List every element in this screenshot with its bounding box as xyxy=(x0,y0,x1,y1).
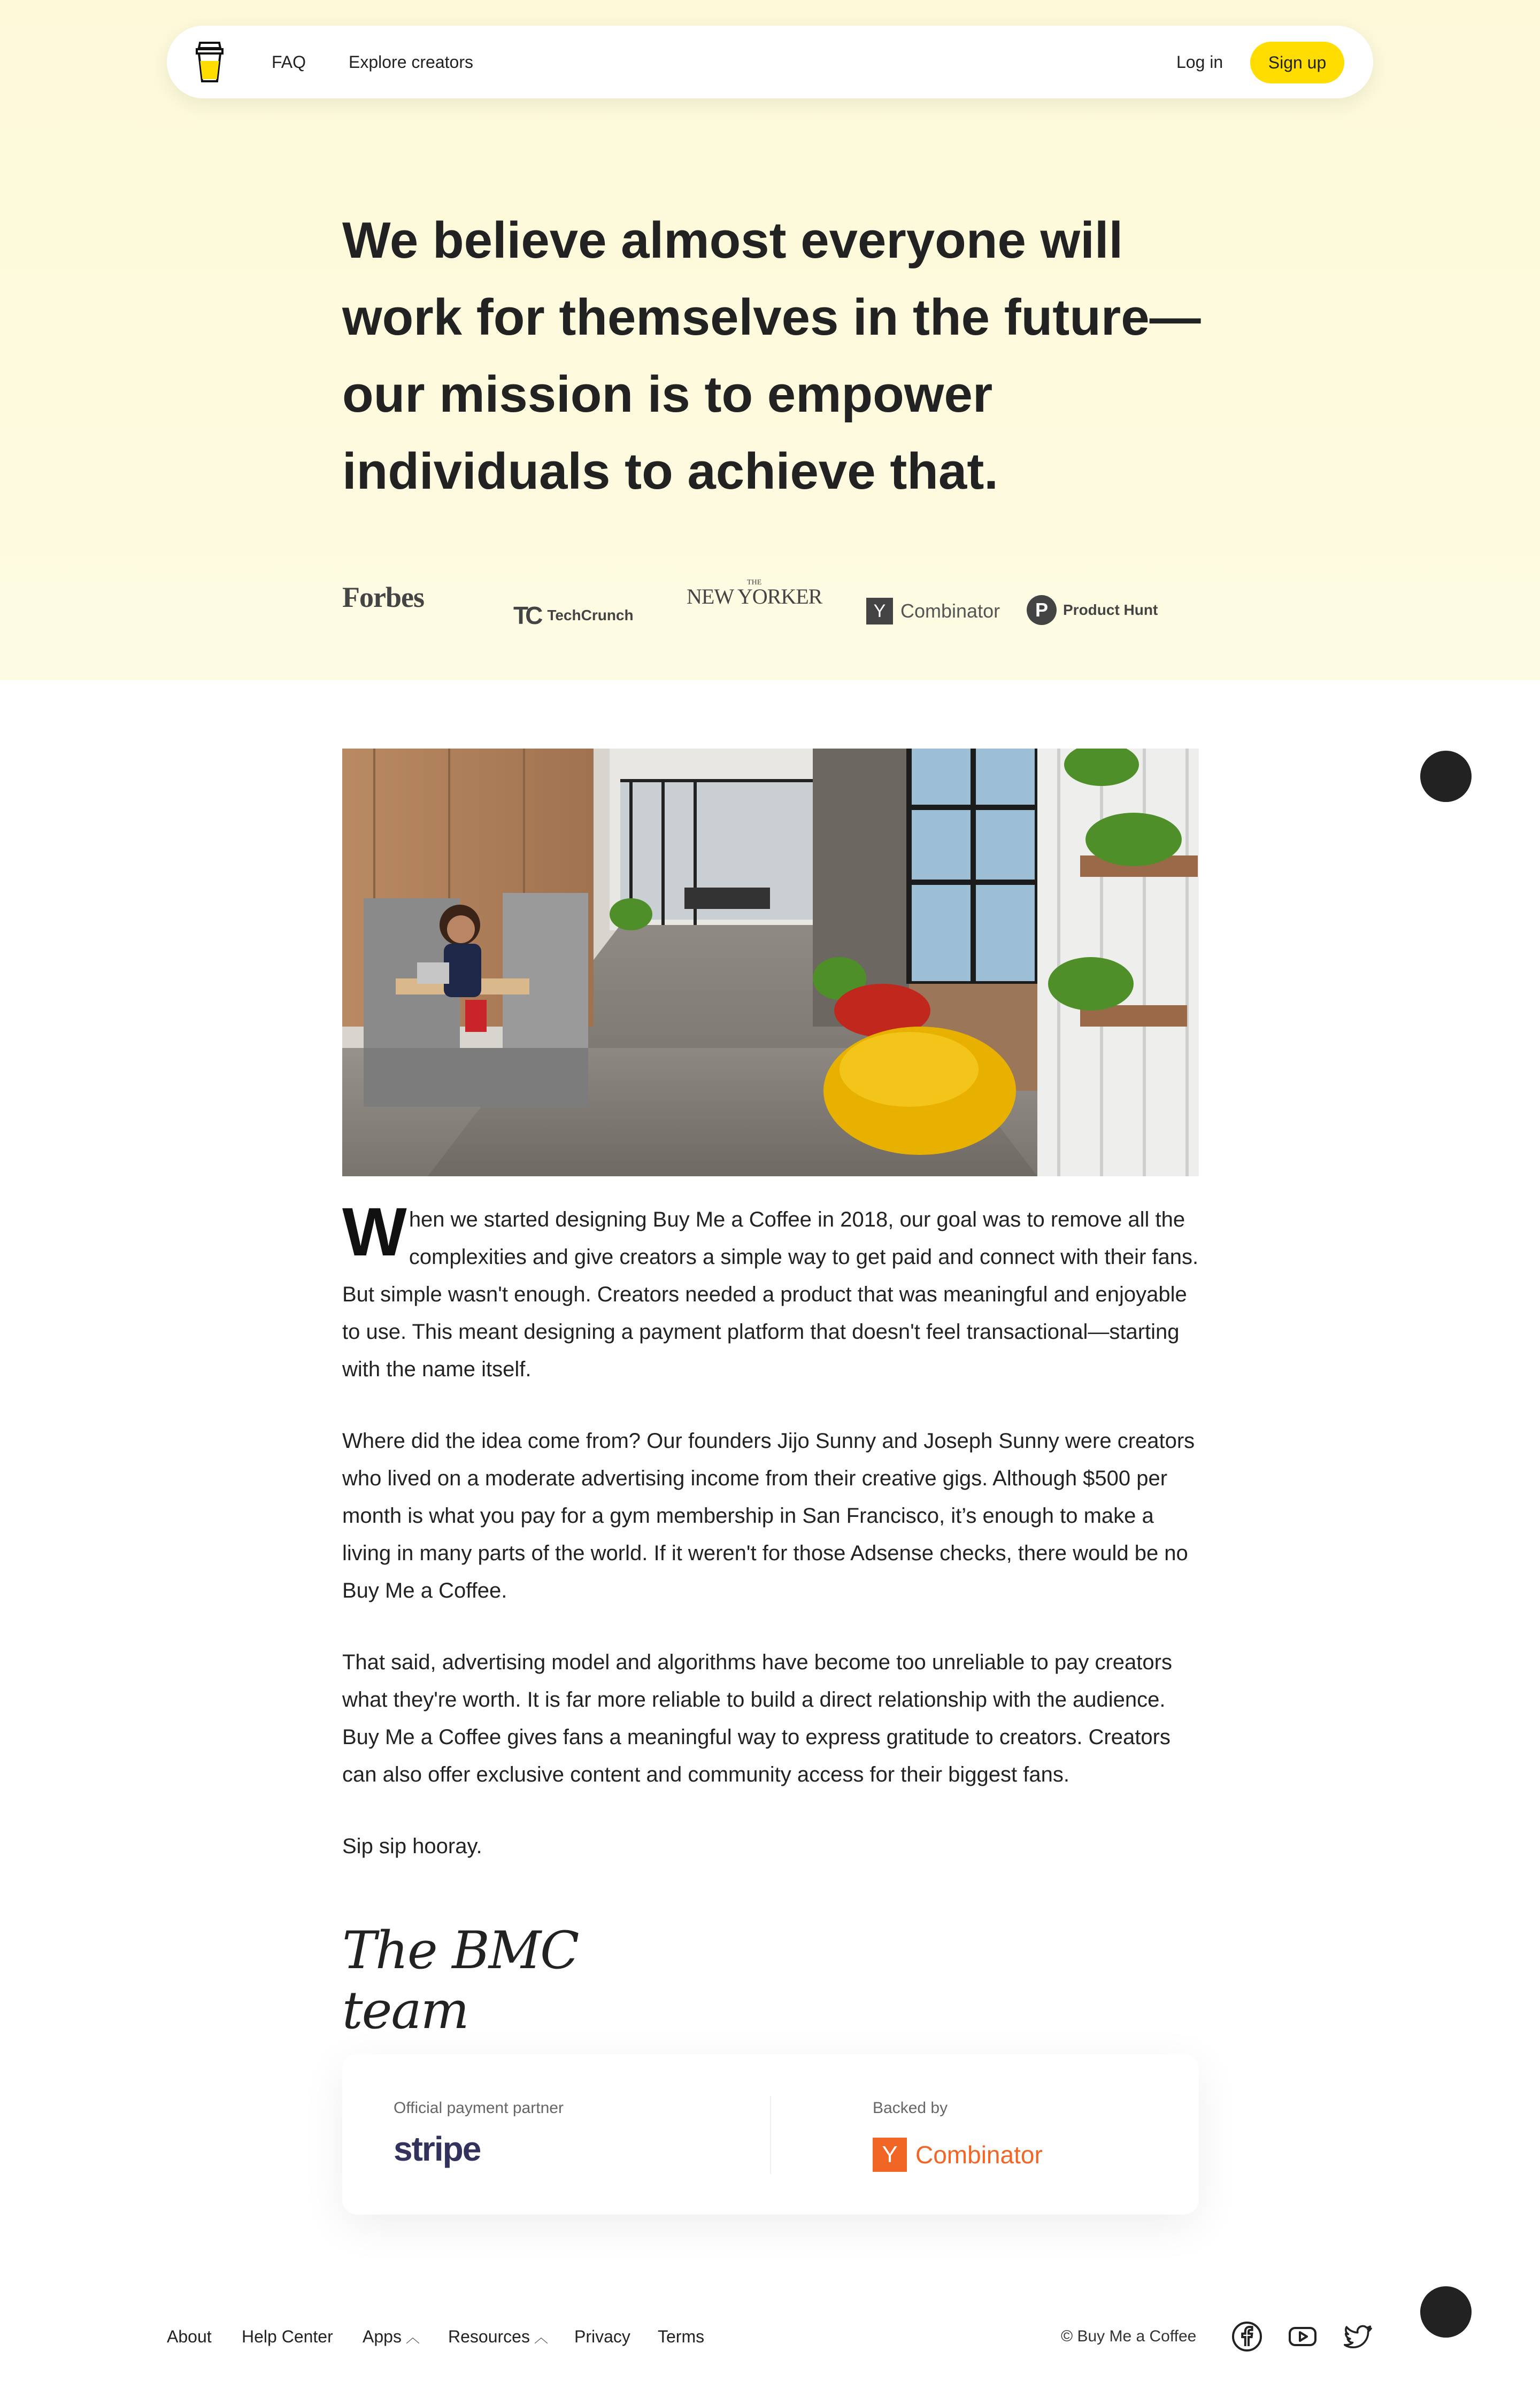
newyorker-the: THE xyxy=(747,579,762,587)
newyorker-logo xyxy=(687,579,822,637)
nav-explore-creators-link[interactable]: Explore creators xyxy=(349,52,473,72)
yc-mark: Y xyxy=(866,598,893,625)
nav-faq-link[interactable]: FAQ xyxy=(272,52,306,72)
footer-apps-dropdown[interactable] xyxy=(363,2320,420,2353)
chevron-up-icon: ︿ xyxy=(405,2330,420,2346)
footer-apps-label: Apps xyxy=(363,2327,402,2346)
signup-button[interactable]: Sign up xyxy=(1250,42,1344,83)
ycombinator-backer-logo xyxy=(873,2138,1043,2172)
techcrunch-mark: TC xyxy=(513,602,540,629)
article-sign-off: Sip sip hooray. xyxy=(342,1834,482,1858)
hero-section xyxy=(0,0,1540,680)
footer-terms-link[interactable]: Terms xyxy=(658,2327,705,2346)
office-photo xyxy=(342,749,1199,1176)
footer-copyright: © Buy Me a Coffee xyxy=(1061,2327,1197,2345)
article-paragraph-1-text: hen we started designing Buy Me a Coffee in 2018, our goal was to remove all the complexities and give creators a simple way to get paid and connect with their fans. But simple wasn't enough. Creators needed a product that was meaningful and enjoyable to use. This meant designing a payment platform that doesn't feel transactional—starting with the name itself. xyxy=(342,1208,1199,1381)
producthunt-wordmark: Product Hunt xyxy=(1063,602,1158,618)
about-article xyxy=(342,1194,1199,1899)
stripe-logo: stripe xyxy=(394,2130,481,2168)
yc-wordmark: Combinator xyxy=(900,600,1000,622)
yc-backer-wordmark: Combinator xyxy=(915,2141,1043,2169)
twitter-icon[interactable] xyxy=(1342,2320,1374,2353)
backed-by-caption: Backed by xyxy=(873,2099,948,2117)
partners-card xyxy=(342,2054,1199,2215)
signature-text: The BMC team xyxy=(342,1921,579,2040)
footer-resources-dropdown[interactable] xyxy=(448,2320,548,2353)
office-illustration xyxy=(342,749,1199,1176)
team-signature xyxy=(342,1921,631,2040)
article-paragraph-2: Where did the idea come from? Our founders Jijo Sunny and Joseph Sunny were creators who lived on a moderate advertising income from their creative gigs. Although $500 per month is what you pay for a gym membership in San Francisco, it’s enough to make a living in many parts of the world. If it weren't for those Adsense checks, there would be no Buy Me a Coffee. xyxy=(342,1429,1195,1602)
login-link[interactable]: Log in xyxy=(1176,52,1223,72)
article-paragraph-1 xyxy=(342,1194,1199,1388)
coffee-cup-icon[interactable] xyxy=(194,41,226,83)
facebook-icon[interactable] xyxy=(1231,2320,1263,2353)
footer-about-link[interactable]: About xyxy=(167,2327,212,2346)
floating-dot-button[interactable] xyxy=(1420,751,1472,802)
footer-resources-label: Resources xyxy=(448,2327,530,2346)
techcrunch-logo xyxy=(513,586,634,645)
payment-partner-caption: Official payment partner xyxy=(394,2099,564,2117)
producthunt-logo xyxy=(1027,581,1158,639)
footer-help-center-link[interactable]: Help Center xyxy=(242,2327,333,2346)
floating-dot-button-bottom[interactable] xyxy=(1420,2286,1472,2338)
yc-backer-mark: Y xyxy=(873,2138,907,2172)
site-footer xyxy=(167,2320,1373,2353)
partners-divider xyxy=(770,2096,771,2174)
ycombinator-logo xyxy=(866,582,1000,641)
youtube-icon[interactable] xyxy=(1287,2320,1319,2353)
article-paragraph-3: That said, advertising model and algorithms have become too unreliable to pay creators what they're worth. It is far more reliable to build a direct relationship with the audience. Buy Me a Coffee gives fans a meaningful way to express gratitude to creators. Creators can also offer exclusive content and community access for their biggest fans. xyxy=(342,1651,1172,1786)
techcrunch-wordmark: TechCrunch xyxy=(547,607,634,623)
top-navbar xyxy=(167,26,1373,98)
chevron-up-icon: ︿ xyxy=(534,2330,548,2346)
forbes-logo: Forbes xyxy=(342,581,424,613)
footer-privacy-link[interactable]: Privacy xyxy=(574,2327,630,2346)
drop-cap: W xyxy=(342,1194,407,1270)
newyorker-wordmark: NEW YORKER xyxy=(687,584,822,608)
mission-headline: We believe almost everyone will work for themselves in the future—our mission is to empower individuals to achieve that. xyxy=(342,212,1201,500)
producthunt-mark: P xyxy=(1027,595,1057,625)
